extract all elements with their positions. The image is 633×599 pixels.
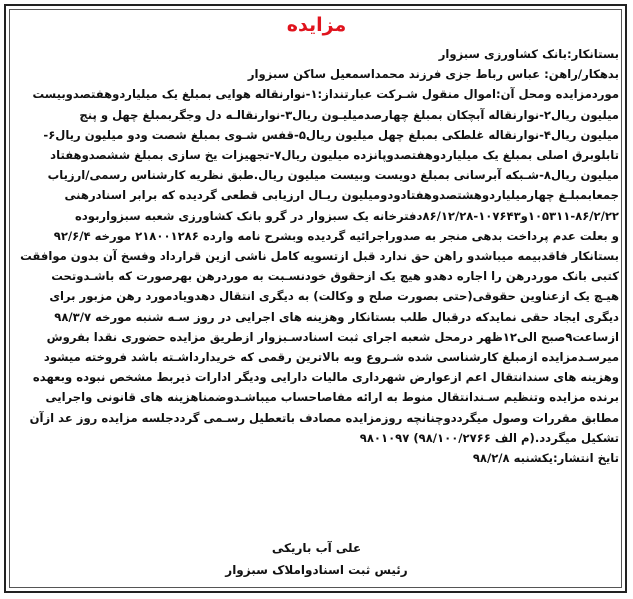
notice-line: میلیون ریال۸-شـبکه آبرسانی بمبلغ دویست وبیست میلیون ریال.طبق نظریه کارشناس رسمی/ارزیاب xyxy=(47,168,619,183)
notice-line: هیـچ یک ازعناوین حقوقی(حتی بصورت صلح و وکالت) به دیگری انتقال دهدویادمورد رهن مزبور برای xyxy=(49,289,619,304)
notice-line: میلیون ریال۴-نوارنقاله غلطکی بمبلغ چهل میلیون ریال۵-قفس شـوی بمبلغ شصت ودو میلیون ریال۶- xyxy=(43,127,619,142)
notice-line: تابلوبرق اصلی بمبلغ یک میلیاردوهفتصدوپانزده میلیون ریال۷-تجهیزات یخ سازی بمبلغ ششصدوهفتاد xyxy=(50,148,619,163)
notice-line: مطابق مقررات وصول میگرددوچنانچه روزمزایده مصادف باتعطیل رسـمی گرددجلسه مزایده روز عد ازآن xyxy=(29,410,619,425)
notice-line: تشکیل میگردد.(م الف ۹۸/۱۰۰/۲۷۶۶) ۹۸۰۱۰۹۷ xyxy=(359,430,619,445)
publication-date: تایخ انتشار:یکشنبه ۹۸/۲/۸ xyxy=(472,451,619,466)
notice-line: جمعابمبلـغ چهارمیلیاردوهشتصدوهفتادودومیلیون ریـال ارزیابی قطعی گردیده که برابر اسنادرهنی xyxy=(64,188,619,203)
notice-line: ۱۰۵۳۱۱-۸۶/۲/۲۲و۱۰۷۶۴۳-۸۶/۱۲/۲۸دفترخانه یک سبزوار در گرو بانک کشاورزی شعبه سبزواربوده xyxy=(75,208,619,223)
notice-line: بستانکار فاقدبیمه میباشدو راهن حق ندارد قبل ازتسویه کامل ناشی ازین قرارداد وفسخ آن بدون موافقت xyxy=(20,249,619,264)
notice-line: بستانکار:بانک کشاورزی سبزوار xyxy=(438,47,619,61)
notice-title: مزایده xyxy=(286,14,347,36)
signature-name: علی آب باریکی xyxy=(271,541,362,555)
signature-title: رئیس ثبت اسنادواملاک سبزوار xyxy=(225,563,408,577)
notice-body xyxy=(14,44,619,468)
notice-line: دیگری ایجاد حقی نمایدکه درقبال طلب بستانکار وهزینه های اجرایی در روز سـه شنبه مورخه ۹۸/۳/۷ xyxy=(54,309,619,324)
notice-line: کتبی بانک موردرهن را اجاره دهدو هیچ یک ازحقوق خودنسـبت به موردرهن بهرصورت که باشـدوتحت xyxy=(51,269,619,284)
notice-line: برنده مزایده وتنظیم سـندانتقال منوط به ارائه مفاصاحساب میباشـدوضمناهزینه های قانونی واجرایی xyxy=(45,390,619,405)
notice-line: موردمزایده ومحل آن:اموال منقول شـرکت عبارتنداز:۱-نوارنقاله هوایی بمبلغ یک میلیاردوهفتصدوبیست xyxy=(32,87,619,102)
signature-block xyxy=(0,537,633,581)
notice-line: بدهکار/راهن: عباس رباط جزی فرزند محمداسمعیل ساکن سبزوار xyxy=(247,67,619,82)
notice-line: و بعلت عدم پرداخت بدهی منجر به صدوراجرائیه گردیده وبشرح نامه وارده ۲۱۸۰۰۱۲۸۶ مورخه ۹۲/۶/۴ xyxy=(53,228,619,243)
notice-line: ازساعت۹صبح الی۱۲ظهر درمحل شعبه اجرای ثبت اسنادسـبزوار ازطریق مزایده حضوری نقدا بفروش xyxy=(46,329,619,344)
notice-line: میرسـدمزایده ازمبلغ کارشناسی شده شـروع وبه بالاترین رقمی که خریدارداشـته باشد فروخته میشود xyxy=(43,350,619,365)
notice-line: وهزینه های سندانتقال اعم ازعوارض شهرداری مالیات دارایی ودیگر ادارات ذیربط مشخص نبوده وبعهده xyxy=(32,370,619,385)
notice-line: میلیون ریال۲-نوارنقاله آبچکان بمبلغ چهارصدمیلیـون ریال۳-نوارنقالـه دل وجگربمبلغ چهل و پنج xyxy=(79,107,619,122)
